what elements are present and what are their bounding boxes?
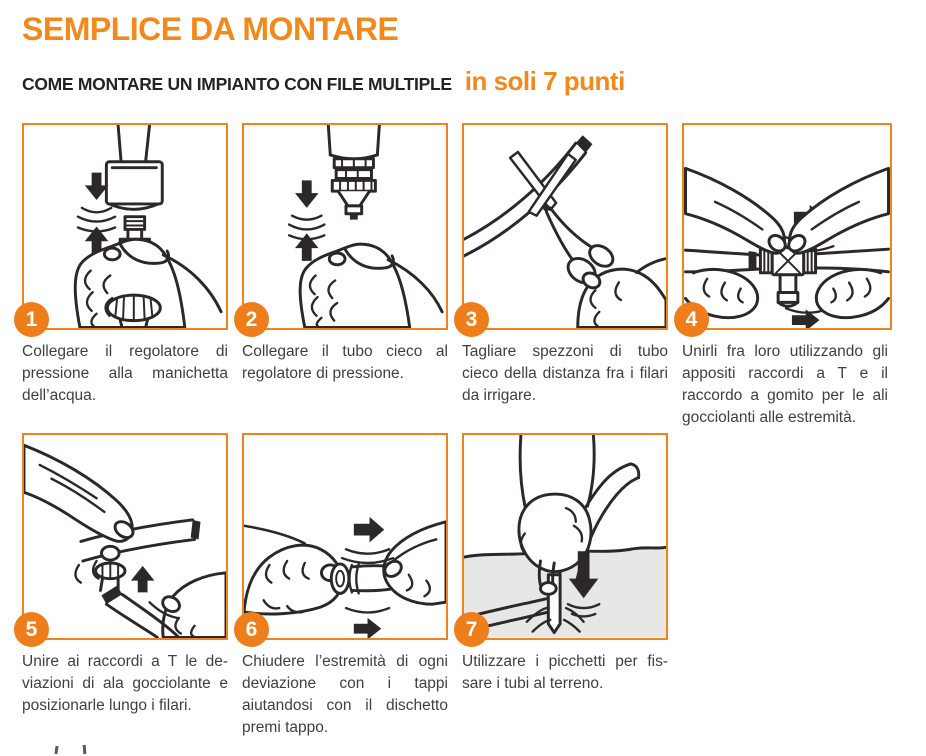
step-7-illustration hand-staking-tube-to-ground [464,435,666,638]
step-3-caption: Tagliare spezzoni di tubo cieco della distanza fra i filari da irrigare. [462,343,668,404]
step-5-number-badge: 5 [14,612,49,647]
step-4-panel [682,123,892,330]
cutoff-text-artifact [54,746,58,754]
step-5-panel [22,433,228,640]
steps-row-1 [0,123,926,433]
step-6-panel [242,433,448,640]
step-1-number-badge: 1 [14,302,49,337]
step-3-illustration scissors-cutting-blind-tube [464,125,666,328]
step-2-panel [242,123,448,330]
step-4-illustration two-hands-joining-tubes-with-t-connector [684,125,890,328]
step-5-illustration attaching-dripline-branch-to-t-connector [24,435,226,638]
step-3-number-badge: 3 [454,302,489,337]
step-6 [242,433,448,739]
step-7 [462,433,668,739]
step-2-number-badge: 2 [234,302,269,337]
step-4-number-badge: 4 [674,302,709,337]
step-2 [242,123,448,433]
empty-cell [682,433,892,739]
step-3-panel [462,123,668,330]
step-6-caption: Chiudere l’estremità di ogni deviazione con i tappi aiutandosi con il dischetto premi tappo. [242,653,448,736]
step-1-illustration hand-connecting-pressure-regulator-to-water-fitting [24,125,226,328]
subtitle: COME MONTARE UN IMPIANTO CON FILE MULTIPLE [22,74,452,94]
cutoff-text-artifact [83,745,87,754]
subtitle-highlight: in soli 7 punti [464,66,625,96]
step-6-number-badge: 6 [234,612,269,647]
step-1 [22,123,228,433]
step-4 [682,123,892,433]
step-7-number-badge: 7 [454,612,489,647]
steps-row-2 [0,433,926,739]
step-5-caption: Unire ai raccordi a T le deviazioni di ala gocciolante e posizionarle lungo i filari. [22,653,228,714]
step-7-panel [462,433,668,640]
step-7-caption: Utilizzare i picchetti per fissare i tubi al terreno. [462,653,668,692]
step-1-panel [22,123,228,330]
step-5 [22,433,228,739]
step-3 [462,123,668,433]
page-title: SEMPLICE DA MONTARE [22,11,399,47]
step-4-caption: Unirli fra loro utilizzando gli appositi raccordi a T e il raccordo a gomito per le ali gocciolanti alle estremità. [682,343,888,426]
step-2-caption: Collegare il tubo cieco al regolatore di pressione. [242,343,448,382]
step-1-caption: Collegare il regolatore di pressione alla manichetta dell’acqua. [22,343,228,404]
step-6-illustration closing-tube-end-with-cap [244,435,446,638]
subtitle-row [0,46,926,96]
step-2-illustration hand-connecting-blind-tube-to-regulator [244,125,446,328]
